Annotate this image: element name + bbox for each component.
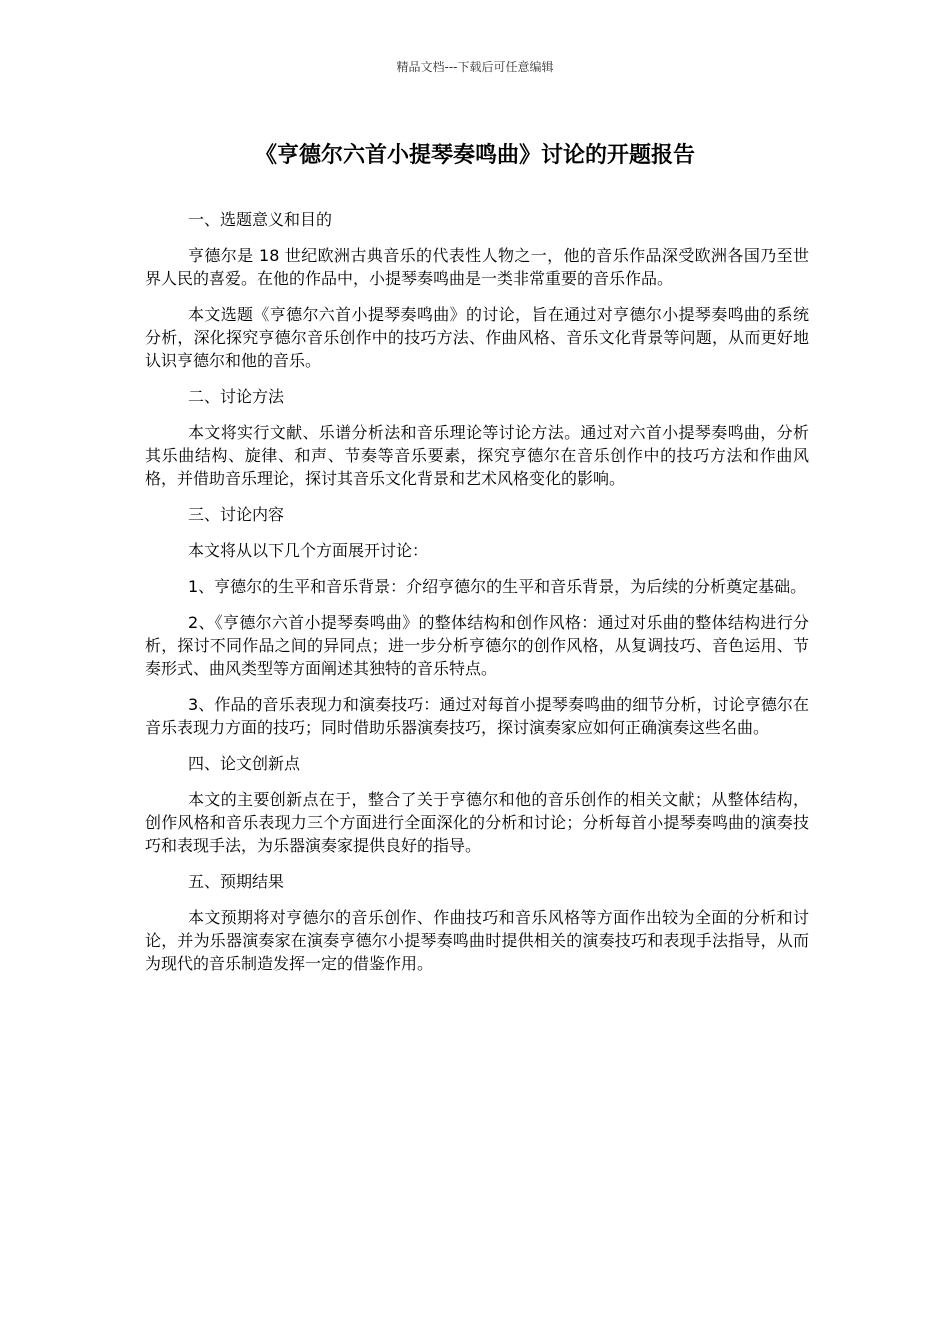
list-item: 1、亨德尔的生平和音乐背景：介绍亨德尔的生平和音乐背景，为后续的分析奠定基础。	[188, 577, 807, 596]
section-heading-4: 四、论文创新点	[188, 754, 301, 773]
paragraph: 本文预期将对亨德尔的音乐创作、作曲技巧和音乐风格等方面作出较为全面的分析和讨论，并为乐器演奏家在演奏亨德尔小提琴奏鸣曲时提供相关的演奏技巧和表现手法指导，从而为现代的音乐制造发挥一定的借鉴作用。	[145, 908, 809, 973]
paragraph: 本文选题《亨德尔六首小提琴奏鸣曲》的讨论，旨在通过对亨德尔小提琴奏鸣曲的系统分析，深化探究亨德尔音乐创作中的技巧方法、作曲风格、音乐文化背景等问题，从而更好地认识亨德尔和他的音乐。	[145, 305, 809, 370]
header-note: 精品文档---下载后可任意编辑	[396, 60, 554, 74]
paragraph: 本文将从以下几个方面展开讨论：	[188, 541, 429, 560]
paragraph: 本文将实行文献、乐谱分析法和音乐理论等讨论方法。通过对六首小提琴奏鸣曲，分析其乐曲结构、旋律、和声、节奏等音乐要素，探究亨德尔在音乐创作中的技巧方法和作曲风格，并借助音乐理论，探讨其音乐文化背景和艺术风格变化的影响。	[145, 423, 809, 488]
paragraph: 亨德尔是 18 世纪欧洲古典音乐的代表性人物之一，他的音乐作品深受欧洲各国乃至世界人民的喜爱。在他的作品中，小提琴奏鸣曲是一类非常重要的音乐作品。	[145, 246, 809, 288]
section-heading-5: 五、预期结果	[188, 872, 285, 891]
section-heading-1: 一、选题意义和目的	[188, 210, 333, 229]
list-item: 2、《亨德尔六首小提琴奏鸣曲》的整体结构和创作风格：通过对乐曲的整体结构进行分析，探讨不同作品之间的异同点；进一步分析亨德尔的创作风格，从复调技巧、音色运用、节奏形式、曲风类型等方面阐述其独特的音乐特点。	[145, 613, 809, 678]
document-title: 《亨德尔六首小提琴奏鸣曲》讨论的开题报告	[254, 143, 695, 168]
paragraph: 本文的主要创新点在于，整合了关于亨德尔和他的音乐创作的相关文献；从整体结构，创作风格和音乐表现力三个方面进行全面深化的分析和讨论；分析每首小提琴奏鸣曲的演奏技巧和表现手法，为乐器演奏家提供良好的指导。	[145, 790, 809, 855]
section-heading-2: 二、讨论方法	[188, 387, 285, 406]
section-heading-3: 三、讨论内容	[188, 505, 285, 524]
list-item: 3、作品的音乐表现力和演奏技巧：通过对每首小提琴奏鸣曲的细节分析，讨论亨德尔在音乐表现力方面的技巧；同时借助乐器演奏技巧，探讨演奏家应如何正确演奏这些名曲。	[145, 695, 809, 737]
document-body	[145, 208, 809, 988]
